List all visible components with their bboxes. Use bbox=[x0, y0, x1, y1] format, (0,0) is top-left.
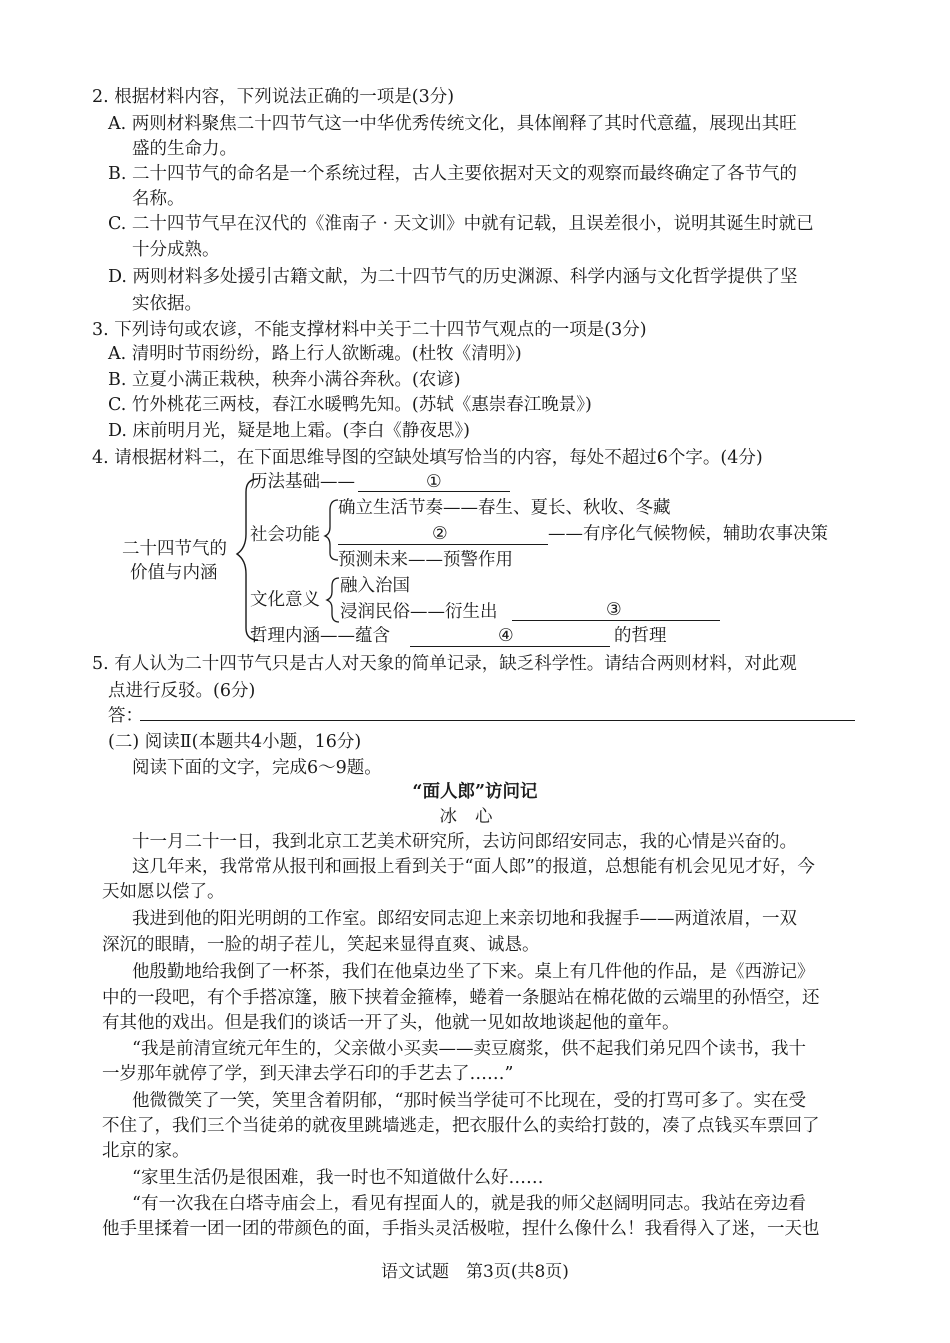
mm-social-rhythm: 确立生活节奏——春生、夏长、秋收、冬藏 bbox=[338, 498, 671, 518]
para-5-line1: “我是前清宣统元年生的，父亲做小买卖——卖豆腐浆，供不起我们弟兄四个读书，我十 bbox=[132, 1039, 806, 1059]
mind-map-root-line1: 二十四节气的 bbox=[122, 539, 227, 559]
para-3-line2: 深沉的眼睛，一脸的胡子茬儿，笑起来显得直爽、诚恳。 bbox=[102, 935, 540, 955]
article-author: 冰心 bbox=[439, 807, 511, 827]
q2-option-a-line1: A. 两则材料聚焦二十四节气这一中华优秀传统文化，具体阐释了其时代意蕴，展现出其旺 bbox=[108, 114, 797, 134]
q3-stem: 3. 下列诗句或农谚，不能支撑材料中关于二十四节气观点的一项是(3分) bbox=[92, 320, 647, 340]
para-2-line2: 天如愿以偿了。 bbox=[102, 882, 225, 902]
q2-stem: 2. 根据材料内容，下列说法正确的一项是(3分) bbox=[92, 87, 455, 107]
para-6-line3: 北京的家。 bbox=[102, 1141, 190, 1161]
mm-social-predict: 预测未来——预警作用 bbox=[338, 550, 513, 570]
q3-option-c: C. 竹外桃花三两枝，春江水暖鸭先知。(苏轼《惠崇春江晚景》) bbox=[108, 395, 592, 415]
q3-option-b: B. 立夏小满正栽秧，秧奔小满谷奔秋。(农谚) bbox=[108, 370, 461, 390]
q5-answer-label: 答： bbox=[108, 706, 143, 726]
q5-stem-line1: 5. 有人认为二十四节气只是古人对天象的简单记录，缺乏科学性。请结合两则材料，对此观 bbox=[92, 654, 797, 674]
q2-option-b-line2: 名称。 bbox=[132, 189, 185, 209]
page-footer: 语文试题 第3页(共8页) bbox=[381, 1262, 569, 1282]
blank-1-marker: ① bbox=[426, 472, 442, 492]
para-2-line1: 这几年来，我常常从报刊和画报上看到关于“面人郎”的报道，总想能有机会见见才好，今 bbox=[132, 857, 815, 877]
q2-option-d-line1: D. 两则材料多处援引古籍文献，为二十四节气的历史渊源、科学内涵与文化哲学提供了坚 bbox=[108, 267, 798, 287]
q4-stem: 4. 请根据材料二，在下面思维导图的空缺处填写恰当的内容，每处不超过6个字。(4分) bbox=[92, 448, 763, 468]
culture-brace bbox=[327, 578, 339, 622]
mm-culture-governance: 融入治国 bbox=[340, 576, 410, 596]
mind-map-root-line2: 价值与内涵 bbox=[130, 563, 218, 583]
mm-branch-culture: 文化意义 bbox=[250, 590, 320, 610]
para-8-line1: “有一次我在白塔寺庙会上，看见有捏面人的，就是我的师父赵阔明同志。我站在旁边看 bbox=[132, 1194, 806, 1214]
para-5-line2: 一岁那年就停了学，到天津去学石印的手艺去了……” bbox=[102, 1064, 514, 1084]
q3-option-a: A. 清明时节雨纷纷，路上行人欲断魂。(杜牧《清明》) bbox=[108, 344, 522, 364]
para-3-line1: 我进到他的阳光明朗的工作室。郎绍安同志迎上来亲切地和我握手——两道浓眉，一双 bbox=[132, 909, 797, 929]
q5-stem-line2: 点进行反驳。(6分) bbox=[108, 681, 256, 701]
para-6-line1: 他微微笑了一笑，笑里含着阴郁，“那时候当学徒可不比现在，受的打骂可多了。实在受 bbox=[132, 1091, 806, 1111]
mm-branch-philosophy: 哲理内涵——蕴含 bbox=[250, 626, 390, 646]
mm-culture-folk: 浸润民俗——衍生出 bbox=[340, 602, 498, 622]
para-6-line2: 不住了，我们三个当徒弟的就夜里跳墙逃走，把衣服什么的卖给打鼓的，凑了点钱买车票回了 bbox=[102, 1116, 820, 1136]
mm-branch-calendar: 历法基础—— bbox=[250, 472, 355, 492]
para-1-line1: 十一月二十一日，我到北京工艺美术研究所，去访问郎绍安同志，我的心情是兴奋的。 bbox=[132, 832, 797, 852]
article-title: “面人郎”访问记 bbox=[412, 782, 538, 802]
q2-option-b-line1: B. 二十四节气的命名是一个系统过程，古人主要依据对天文的观察而最终确定了各节气的 bbox=[108, 164, 797, 184]
q3-option-d: D. 床前明月光，疑是地上霜。(李白《静夜思》) bbox=[108, 421, 470, 441]
q2-option-d-line2: 实依据。 bbox=[132, 294, 202, 314]
para-4-line3: 有其他的戏出。但是我们的谈话一开了头，他就一见如故地谈起他的童年。 bbox=[102, 1013, 680, 1033]
q2-option-c-line2: 十分成熟。 bbox=[132, 240, 220, 260]
blank-4-marker: ④ bbox=[498, 626, 514, 646]
section-2-instruction: 阅读下面的文字，完成6～9题。 bbox=[132, 758, 382, 778]
para-8-line2: 他手里揉着一团一团的带颜色的面，手指头灵活极啦，捏什么像什么！我看得入了迷，一天也 bbox=[102, 1219, 820, 1239]
main-brace bbox=[237, 479, 258, 640]
section-2-header: (二) 阅读Ⅱ(本题共4小题，16分) bbox=[108, 732, 362, 752]
mm-social-climate: ——有序化气候物候，辅助农事决策 bbox=[548, 524, 828, 544]
q2-option-a-line2: 盛的生命力。 bbox=[132, 139, 237, 159]
blank-2-marker: ② bbox=[432, 524, 448, 544]
para-4-line1: 他殷勤地给我倒了一杯茶，我们在他桌边坐了下来。桌上有几件他的作品，是《西游记》 bbox=[132, 962, 815, 982]
blank-3-marker: ③ bbox=[606, 600, 622, 620]
q5-answer-line[interactable] bbox=[140, 720, 855, 721]
social-brace bbox=[325, 500, 338, 560]
para-4-line2: 中的一段吧，有个手搭凉篷，腋下挟着金箍棒，蜷着一条腿站在棉花做的云端里的孙悟空，还 bbox=[102, 988, 820, 1008]
mm-branch-social: 社会功能 bbox=[250, 525, 320, 545]
mm-philosophy-end: 的哲理 bbox=[614, 626, 667, 646]
q2-option-c-line1: C. 二十四节气早在汉代的《淮南子 · 天文训》中就有记载，且误差很小，说明其诞生时就已 bbox=[108, 214, 814, 234]
para-7-line1: “家里生活仍是很困难，我一时也不知道做什么好…… bbox=[132, 1168, 544, 1188]
